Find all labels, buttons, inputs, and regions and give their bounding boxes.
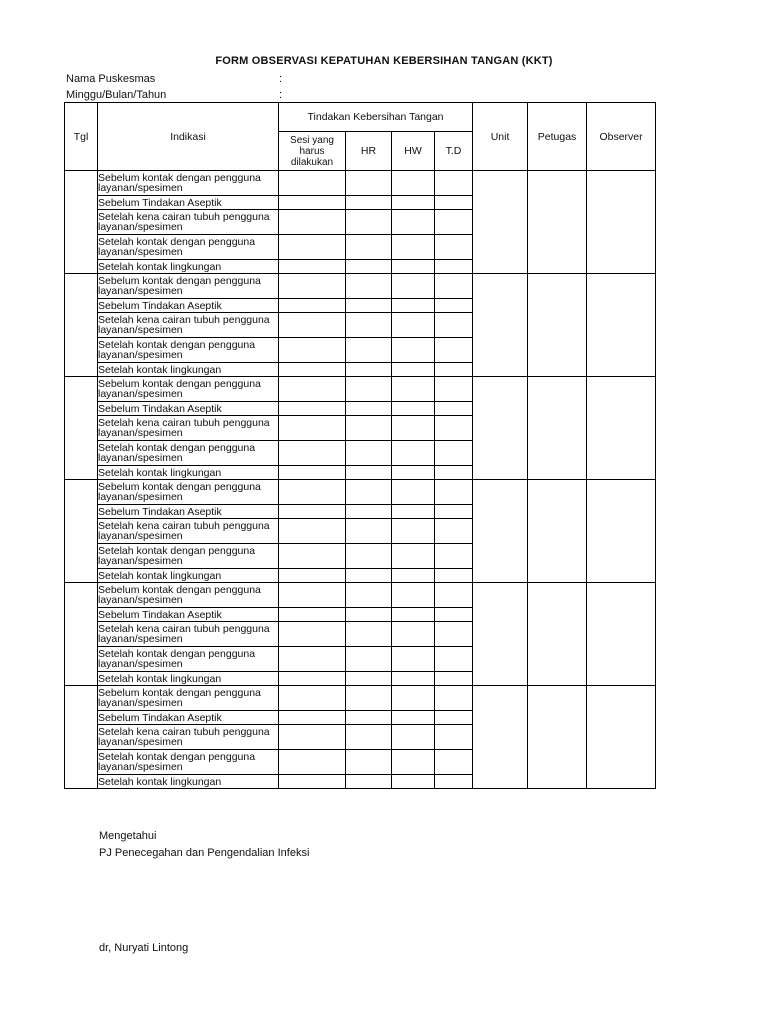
cell-indikasi: Setelah kontak dengan pengguna layanan/spesimen <box>98 338 279 363</box>
cell-hr[interactable] <box>346 725 392 750</box>
header-hw: HW <box>392 132 435 171</box>
cell-hw[interactable] <box>392 480 435 505</box>
cell-indikasi: Setelah kontak dengan pengguna layanan/spesimen <box>98 441 279 466</box>
cell-indikasi: Setelah kontak lingkungan <box>98 775 279 789</box>
cell-sesi[interactable] <box>279 672 346 686</box>
cell-sesi[interactable] <box>279 544 346 569</box>
cell-hw[interactable] <box>392 171 435 196</box>
cell-observer[interactable] <box>587 171 656 274</box>
cell-unit[interactable] <box>473 583 528 686</box>
cell-hw[interactable] <box>392 338 435 363</box>
table-body <box>65 171 656 789</box>
cell-hr[interactable] <box>346 544 392 569</box>
header-tgl: Tgl <box>65 103 98 171</box>
table-header <box>65 103 656 171</box>
cell-td[interactable] <box>435 196 473 210</box>
cell-sesi[interactable] <box>279 363 346 377</box>
header-sesi: Sesi yang harus dilakukan <box>279 132 346 171</box>
cell-hr[interactable] <box>346 686 392 711</box>
cell-observer[interactable] <box>587 377 656 480</box>
cell-sesi[interactable] <box>279 622 346 647</box>
cell-petugas[interactable] <box>528 583 587 686</box>
cell-observer[interactable] <box>587 583 656 686</box>
cell-hw[interactable] <box>392 583 435 608</box>
table-row <box>65 686 656 711</box>
cell-hw[interactable] <box>392 416 435 441</box>
cell-td[interactable] <box>435 235 473 260</box>
cell-hr[interactable] <box>346 363 392 377</box>
cell-hr[interactable] <box>346 466 392 480</box>
cell-hw[interactable] <box>392 402 435 416</box>
cell-tgl[interactable] <box>65 686 98 789</box>
cell-sesi[interactable] <box>279 686 346 711</box>
cell-td[interactable] <box>435 569 473 583</box>
cell-td[interactable] <box>435 171 473 196</box>
cell-tgl[interactable] <box>65 480 98 583</box>
table-row <box>65 377 656 402</box>
cell-hw[interactable] <box>392 363 435 377</box>
cell-hr[interactable] <box>346 505 392 519</box>
cell-td[interactable] <box>435 519 473 544</box>
cell-td[interactable] <box>435 377 473 402</box>
header-unit: Unit <box>473 103 528 171</box>
cell-hr[interactable] <box>346 608 392 622</box>
cell-petugas[interactable] <box>528 686 587 789</box>
table-row <box>65 583 656 608</box>
cell-indikasi: Setelah kontak dengan pengguna layanan/spesimen <box>98 647 279 672</box>
cell-hr[interactable] <box>346 377 392 402</box>
cell-hw[interactable] <box>392 377 435 402</box>
cell-sesi[interactable] <box>279 711 346 725</box>
cell-td[interactable] <box>435 608 473 622</box>
cell-indikasi: Setelah kontak lingkungan <box>98 569 279 583</box>
cell-indikasi: Sebelum Tindakan Aseptik <box>98 505 279 519</box>
field-label: Nama Puskesmas <box>66 73 156 85</box>
cell-sesi[interactable] <box>279 647 346 672</box>
cell-td[interactable] <box>435 544 473 569</box>
cell-hr[interactable] <box>346 480 392 505</box>
cell-petugas[interactable] <box>528 171 587 274</box>
cell-sesi[interactable] <box>279 274 346 299</box>
cell-hw[interactable] <box>392 711 435 725</box>
field-colon: : <box>279 73 283 85</box>
cell-hr[interactable] <box>346 672 392 686</box>
cell-hr[interactable] <box>346 622 392 647</box>
cell-td[interactable] <box>435 583 473 608</box>
cell-hw[interactable] <box>392 299 435 313</box>
cell-sesi[interactable] <box>279 313 346 338</box>
cell-hw[interactable] <box>392 196 435 210</box>
cell-td[interactable] <box>435 505 473 519</box>
cell-sesi[interactable] <box>279 196 346 210</box>
cell-tgl[interactable] <box>65 377 98 480</box>
cell-hw[interactable] <box>392 622 435 647</box>
cell-indikasi: Setelah kena cairan tubuh pengguna layanan/spesimen <box>98 519 279 544</box>
cell-hr[interactable] <box>346 441 392 466</box>
cell-indikasi: Sebelum Tindakan Aseptik <box>98 608 279 622</box>
cell-indikasi: Setelah kena cairan tubuh pengguna layanan/spesimen <box>98 725 279 750</box>
cell-td[interactable] <box>435 402 473 416</box>
footer-mengetahui: Mengetahui <box>99 830 157 842</box>
cell-td[interactable] <box>435 313 473 338</box>
cell-sesi[interactable] <box>279 441 346 466</box>
cell-td[interactable] <box>435 210 473 235</box>
footer-signer-name: dr, Nuryati Lintong <box>99 942 189 954</box>
cell-sesi[interactable] <box>279 519 346 544</box>
cell-unit[interactable] <box>473 171 528 274</box>
cell-hw[interactable] <box>392 647 435 672</box>
cell-sesi[interactable] <box>279 725 346 750</box>
cell-hr[interactable] <box>346 235 392 260</box>
cell-indikasi: Setelah kontak lingkungan <box>98 672 279 686</box>
table-row <box>65 480 656 505</box>
cell-petugas[interactable] <box>528 480 587 583</box>
cell-hr[interactable] <box>346 299 392 313</box>
cell-petugas[interactable] <box>528 274 587 377</box>
cell-hr[interactable] <box>346 171 392 196</box>
cell-hr[interactable] <box>346 775 392 789</box>
cell-hw[interactable] <box>392 544 435 569</box>
cell-td[interactable] <box>435 441 473 466</box>
cell-indikasi: Sebelum Tindakan Aseptik <box>98 402 279 416</box>
cell-sesi[interactable] <box>279 338 346 363</box>
cell-hr[interactable] <box>346 402 392 416</box>
cell-sesi[interactable] <box>279 171 346 196</box>
cell-sesi[interactable] <box>279 480 346 505</box>
cell-sesi[interactable] <box>279 583 346 608</box>
cell-hr[interactable] <box>346 569 392 583</box>
cell-sesi[interactable] <box>279 466 346 480</box>
header-indikasi: Indikasi <box>98 103 279 171</box>
cell-hr[interactable] <box>346 519 392 544</box>
cell-indikasi: Sebelum Tindakan Aseptik <box>98 299 279 313</box>
cell-hw[interactable] <box>392 608 435 622</box>
cell-tgl[interactable] <box>65 171 98 274</box>
cell-unit[interactable] <box>473 377 528 480</box>
cell-td[interactable] <box>435 363 473 377</box>
cell-indikasi: Sebelum kontak dengan pengguna layanan/spesimen <box>98 274 279 299</box>
cell-td[interactable] <box>435 725 473 750</box>
cell-hr[interactable] <box>346 416 392 441</box>
cell-hr[interactable] <box>346 711 392 725</box>
cell-indikasi: Sebelum kontak dengan pengguna layanan/spesimen <box>98 686 279 711</box>
cell-hw[interactable] <box>392 775 435 789</box>
cell-td[interactable] <box>435 274 473 299</box>
cell-hw[interactable] <box>392 466 435 480</box>
cell-indikasi: Sebelum kontak dengan pengguna layanan/spesimen <box>98 583 279 608</box>
cell-indikasi: Setelah kontak lingkungan <box>98 466 279 480</box>
cell-hw[interactable] <box>392 750 435 775</box>
field-label: Minggu/Bulan/Tahun <box>66 89 167 101</box>
cell-indikasi: Setelah kena cairan tubuh pengguna layanan/spesimen <box>98 313 279 338</box>
cell-sesi[interactable] <box>279 377 346 402</box>
header-observer: Observer <box>587 103 656 171</box>
cell-indikasi: Setelah kontak dengan pengguna layanan/spesimen <box>98 544 279 569</box>
cell-observer[interactable] <box>587 480 656 583</box>
cell-unit[interactable] <box>473 686 528 789</box>
cell-td[interactable] <box>435 647 473 672</box>
cell-td[interactable] <box>435 416 473 441</box>
cell-hr[interactable] <box>346 647 392 672</box>
cell-sesi[interactable] <box>279 775 346 789</box>
cell-observer[interactable] <box>587 274 656 377</box>
cell-td[interactable] <box>435 299 473 313</box>
header-hr: HR <box>346 132 392 171</box>
header-td: T.D <box>435 132 473 171</box>
cell-indikasi: Sebelum kontak dengan pengguna layanan/spesimen <box>98 377 279 402</box>
cell-sesi[interactable] <box>279 299 346 313</box>
cell-td[interactable] <box>435 260 473 274</box>
cell-unit[interactable] <box>473 480 528 583</box>
observation-table <box>64 102 656 789</box>
cell-hr[interactable] <box>346 196 392 210</box>
cell-td[interactable] <box>435 711 473 725</box>
footer-pj-title: PJ Penecegahan dan Pengendalian Infeksi <box>99 847 310 859</box>
cell-hr[interactable] <box>346 750 392 775</box>
cell-indikasi: Sebelum Tindakan Aseptik <box>98 196 279 210</box>
cell-hw[interactable] <box>392 441 435 466</box>
cell-unit[interactable] <box>473 274 528 377</box>
cell-hw[interactable] <box>392 505 435 519</box>
cell-hr[interactable] <box>346 338 392 363</box>
cell-hr[interactable] <box>346 583 392 608</box>
cell-sesi[interactable] <box>279 750 346 775</box>
cell-hr[interactable] <box>346 274 392 299</box>
header-tindakan-group: Tindakan Kebersihan Tangan <box>279 103 473 132</box>
cell-hr[interactable] <box>346 210 392 235</box>
cell-hw[interactable] <box>392 519 435 544</box>
cell-td[interactable] <box>435 480 473 505</box>
cell-indikasi: Setelah kontak dengan pengguna layanan/spesimen <box>98 750 279 775</box>
cell-sesi[interactable] <box>279 235 346 260</box>
cell-hw[interactable] <box>392 725 435 750</box>
cell-sesi[interactable] <box>279 402 346 416</box>
cell-td[interactable] <box>435 672 473 686</box>
cell-hw[interactable] <box>392 260 435 274</box>
cell-indikasi: Sebelum kontak dengan pengguna layanan/spesimen <box>98 171 279 196</box>
field-colon: : <box>279 89 283 101</box>
cell-td[interactable] <box>435 775 473 789</box>
cell-indikasi: Sebelum kontak dengan pengguna layanan/spesimen <box>98 480 279 505</box>
table-row <box>65 171 656 196</box>
cell-hw[interactable] <box>392 569 435 583</box>
header-petugas: Petugas <box>528 103 587 171</box>
cell-sesi[interactable] <box>279 505 346 519</box>
cell-petugas[interactable] <box>528 377 587 480</box>
cell-indikasi: Setelah kena cairan tubuh pengguna layanan/spesimen <box>98 210 279 235</box>
cell-hw[interactable] <box>392 235 435 260</box>
cell-indikasi: Setelah kontak dengan pengguna layanan/spesimen <box>98 235 279 260</box>
cell-hw[interactable] <box>392 313 435 338</box>
cell-indikasi: Setelah kontak lingkungan <box>98 260 279 274</box>
cell-indikasi: Setelah kontak lingkungan <box>98 363 279 377</box>
cell-td[interactable] <box>435 686 473 711</box>
cell-hw[interactable] <box>392 274 435 299</box>
cell-hr[interactable] <box>346 260 392 274</box>
table-row <box>65 274 656 299</box>
cell-indikasi: Sebelum Tindakan Aseptik <box>98 711 279 725</box>
cell-sesi[interactable] <box>279 210 346 235</box>
cell-hr[interactable] <box>346 313 392 338</box>
form-title: FORM OBSERVASI KEPATUHAN KEBERSIHAN TANGAN (KKT) <box>215 55 553 67</box>
cell-sesi[interactable] <box>279 416 346 441</box>
cell-td[interactable] <box>435 466 473 480</box>
cell-hw[interactable] <box>392 686 435 711</box>
cell-td[interactable] <box>435 338 473 363</box>
cell-td[interactable] <box>435 750 473 775</box>
cell-tgl[interactable] <box>65 274 98 377</box>
cell-observer[interactable] <box>587 686 656 789</box>
cell-sesi[interactable] <box>279 608 346 622</box>
cell-tgl[interactable] <box>65 583 98 686</box>
cell-sesi[interactable] <box>279 569 346 583</box>
cell-indikasi: Setelah kena cairan tubuh pengguna layanan/spesimen <box>98 622 279 647</box>
cell-td[interactable] <box>435 622 473 647</box>
cell-sesi[interactable] <box>279 260 346 274</box>
cell-hw[interactable] <box>392 210 435 235</box>
cell-indikasi: Setelah kena cairan tubuh pengguna layanan/spesimen <box>98 416 279 441</box>
cell-hw[interactable] <box>392 672 435 686</box>
